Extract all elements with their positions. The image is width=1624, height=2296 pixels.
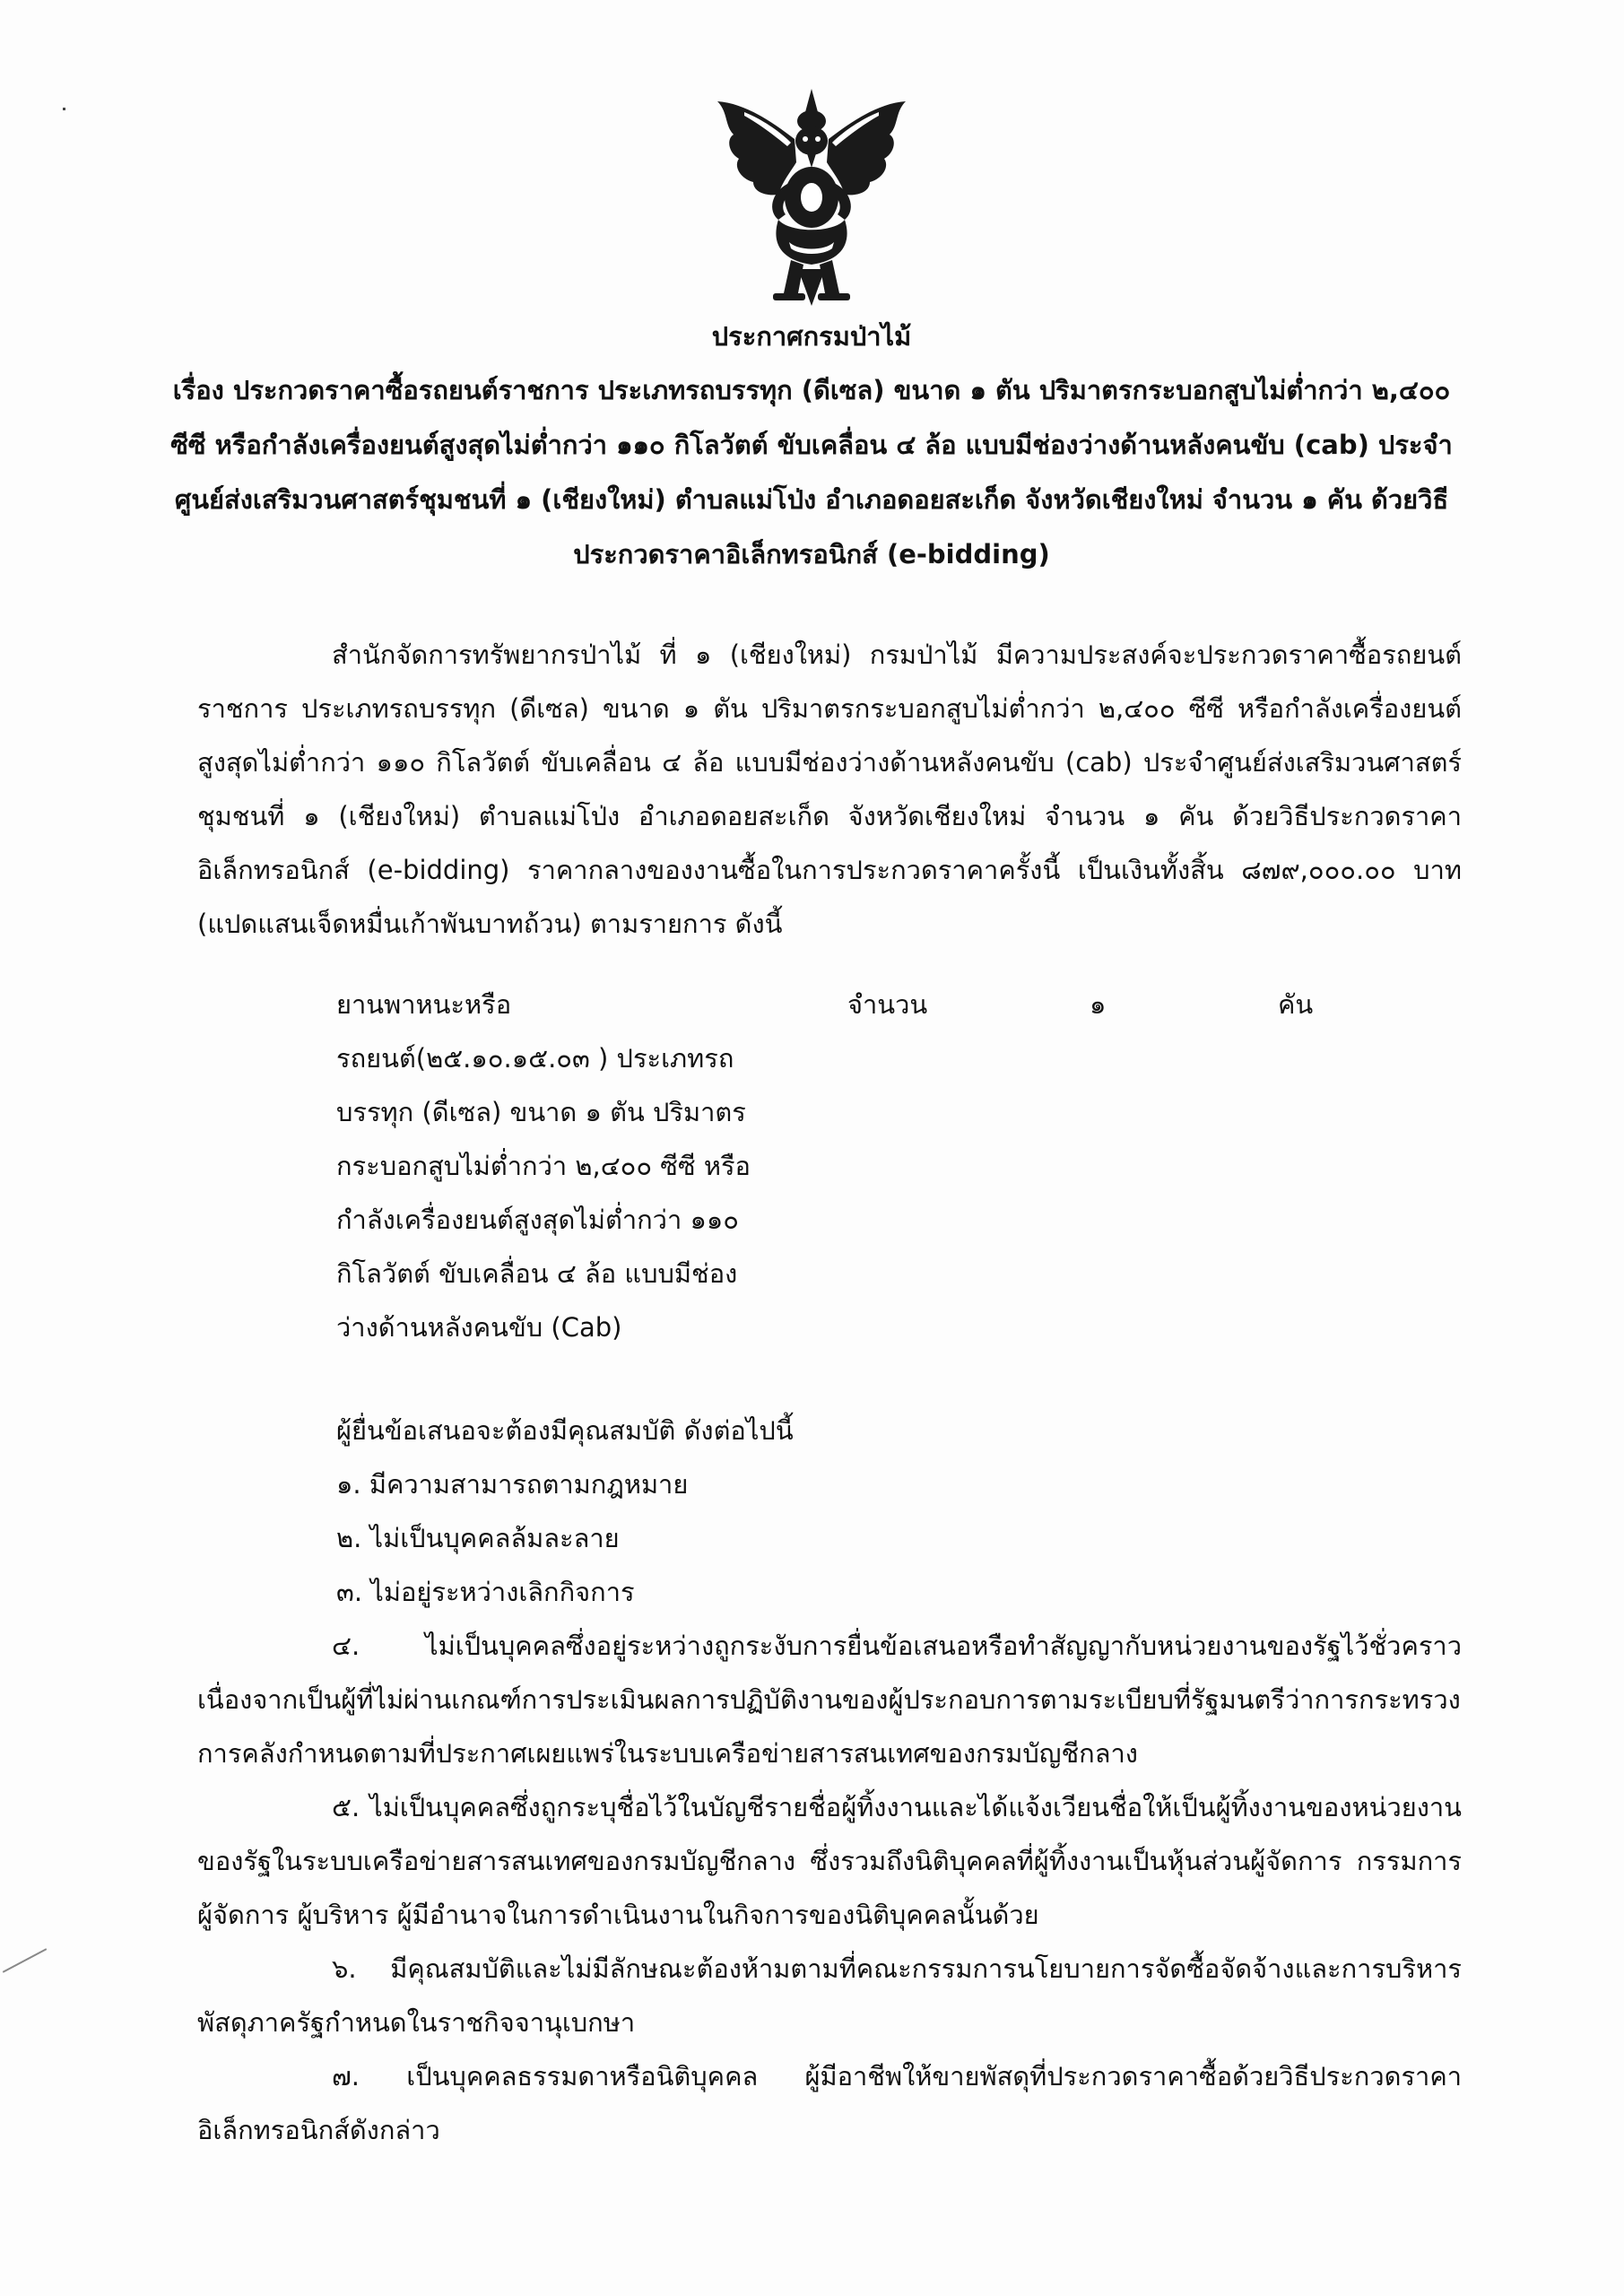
document-title: ประกาศกรมป่าไม้ xyxy=(711,321,912,352)
qualification-item: ๑. มีความสามารถตามกฎหมาย xyxy=(336,1469,689,1500)
qualification-item: ๓. ไม่อยู่ระหว่างเลิกกิจการ xyxy=(336,1577,635,1607)
item-description-line: บรรทุก (ดีเซล) ขนาด ๑ ตัน ปริมาตร xyxy=(336,1097,746,1127)
quantity-value: ๑ xyxy=(1090,989,1107,1020)
item-description-line: ยานพาหนะหรือ xyxy=(336,989,512,1020)
item-description-line: กระบอกสูบไม่ต่ำกว่า ๒,๔๐๐ ซีซี หรือ xyxy=(336,1151,751,1181)
qualification-item: ๔. ไม่เป็นบุคคลซึ่งอยู่ระหว่างถูกระงับการยื่นข้อเสนอหรือทำสัญญากับหน่วยงานของรัฐไว้ชั่วคราว เนื่องจากเป็นผู้ที่ไม่ผ่านเกณฑ์การประเมินผลการปฏิบัติงานของผู้ประกอบการตามระเบียบที่รัฐมนตรีว่าการกระทรวงการคลังกำหนดตามที่ประกาศเผยแพร่ในระบบเครือข่ายสารสนเทศของกรมบัญชีกลาง xyxy=(197,1631,1462,1769)
item-description-line: กิโลวัตต์ ขับเคลื่อน ๔ ล้อ แบบมีช่อง xyxy=(336,1258,738,1289)
intro-paragraph: สำนักจัดการทรัพยากรป่าไม้ ที่ ๑ (เชียงใหม่) กรมป่าไม้ มีความประสงค์จะประกวดราคาซื้อรถยนต์ราชการ ประเภทรถบรรทุก (ดีเซล) ขนาด ๑ ตัน ปริมาตรกระบอกสูบไม่ต่ำกว่า ๒,๔๐๐ ซีซี หรือกำลังเครื่องยนต์สูงสุดไม่ต่ำกว่า ๑๑๐ กิโลวัตต์ ขับเคลื่อน ๔ ล้อ แบบมีช่องว่างด้านหลังคนขับ (cab) ประจำศูนย์ส่งเสริมวนศาสตร์ชุมชนที่ ๑ (เชียงใหม่) ตำบลแม่โป่ง อำเภอดอยสะเก็ด จังหวัดเชียงใหม่ จำนวน ๑ คัน ด้วยวิธีประกวดราคาอิเล็กทรอนิกส์ (e-bidding) ราคากลางของงานซื้อในการประกวดราคาครั้งนี้ เป็นเงินทั้งสิ้น ๘๗๙,๐๐๐.๐๐ บาท (แปดแสนเจ็ดหมื่นเก้าพันบาทถ้วน) ตามรายการ ดังนี้ xyxy=(197,639,1462,939)
item-description-line: ว่างด้านหลังคนขับ (Cab) xyxy=(336,1312,622,1343)
quantity-label: จำนวน xyxy=(847,989,928,1020)
qualification-item: ๗. เป็นบุคคลธรรมดาหรือนิติบุคคล ผู้มีอาชีพให้ขายพัสดุที่ประกวดราคาซื้อด้วยวิธีประกวดราคาอิเล็กทรอนิกส์ดังกล่าว xyxy=(197,2061,1462,2145)
document-subject: เรื่อง ประกวดราคาซื้อรถยนต์ราชการ ประเภทรถบรรทุก (ดีเซล) ขนาด ๑ ตัน ปริมาตรกระบอกสูบไม่ต่ำกว่า ๒,๔๐๐ ซีซี หรือกำลังเครื่องยนต์สูงสุดไม่ต่ำกว่า ๑๑๐ กิโลวัตต์ ขับเคลื่อน ๔ ล้อ แบบมีช่องว่างด้านหลังคนขับ (cab) ประจำศูนย์ส่งเสริมวนศาสตร์ชุมชนที่ ๑ (เชียงใหม่) ตำบลแม่โป่ง อำเภอดอยสะเก็ด จังหวัดเชียงใหม่ จำนวน ๑ คัน ด้วยวิธีประกวดราคาอิเล็กทรอนิกส์ (e-bidding) xyxy=(170,375,1453,570)
qualifications-heading: ผู้ยื่นข้อเสนอจะต้องมีคุณสมบัติ ดังต่อไปนี้ xyxy=(336,1415,794,1446)
item-description-line: กำลังเครื่องยนต์สูงสุดไม่ต่ำกว่า ๑๑๐ xyxy=(336,1205,739,1235)
qualification-item: ๒. ไม่เป็นบุคคลล้มละลาย xyxy=(336,1523,620,1553)
scan-speck xyxy=(63,108,65,110)
item-description-line: รถยนต์(๒๕.๑๐.๑๕.๐๓ ) ประเภทรถ xyxy=(336,1043,734,1074)
qualification-item: ๖. มีคุณสมบัติและไม่มีลักษณะต้องห้ามตามที่คณะกรรมการนโยบายการจัดซื้อจัดจ้างและการบริหารพัสดุภาครัฐกำหนดในราชกิจจานุเบกษา xyxy=(197,1953,1462,2038)
quantity-unit: คัน xyxy=(1278,989,1314,1020)
qualification-item: ๕. ไม่เป็นบุคคลซึ่งถูกระบุชื่อไว้ในบัญชีรายชื่อผู้ทิ้งงานและได้แจ้งเวียนชื่อให้เป็นผู้ทิ้งงานของหน่วยงานของรัฐในระบบเครือข่ายสารสนเทศของกรมบัญชีกลาง ซึ่งรวมถึงนิติบุคคลที่ผู้ทิ้งงานเป็นหุ้นส่วนผู้จัดการ กรรมการผู้จัดการ ผู้บริหาร ผู้มีอำนาจในการดำเนินงานในกิจการของนิติบุคคลนั้นด้วย xyxy=(197,1792,1462,1930)
garuda-emblem-icon xyxy=(708,85,915,309)
scan-mark xyxy=(3,1948,48,1973)
